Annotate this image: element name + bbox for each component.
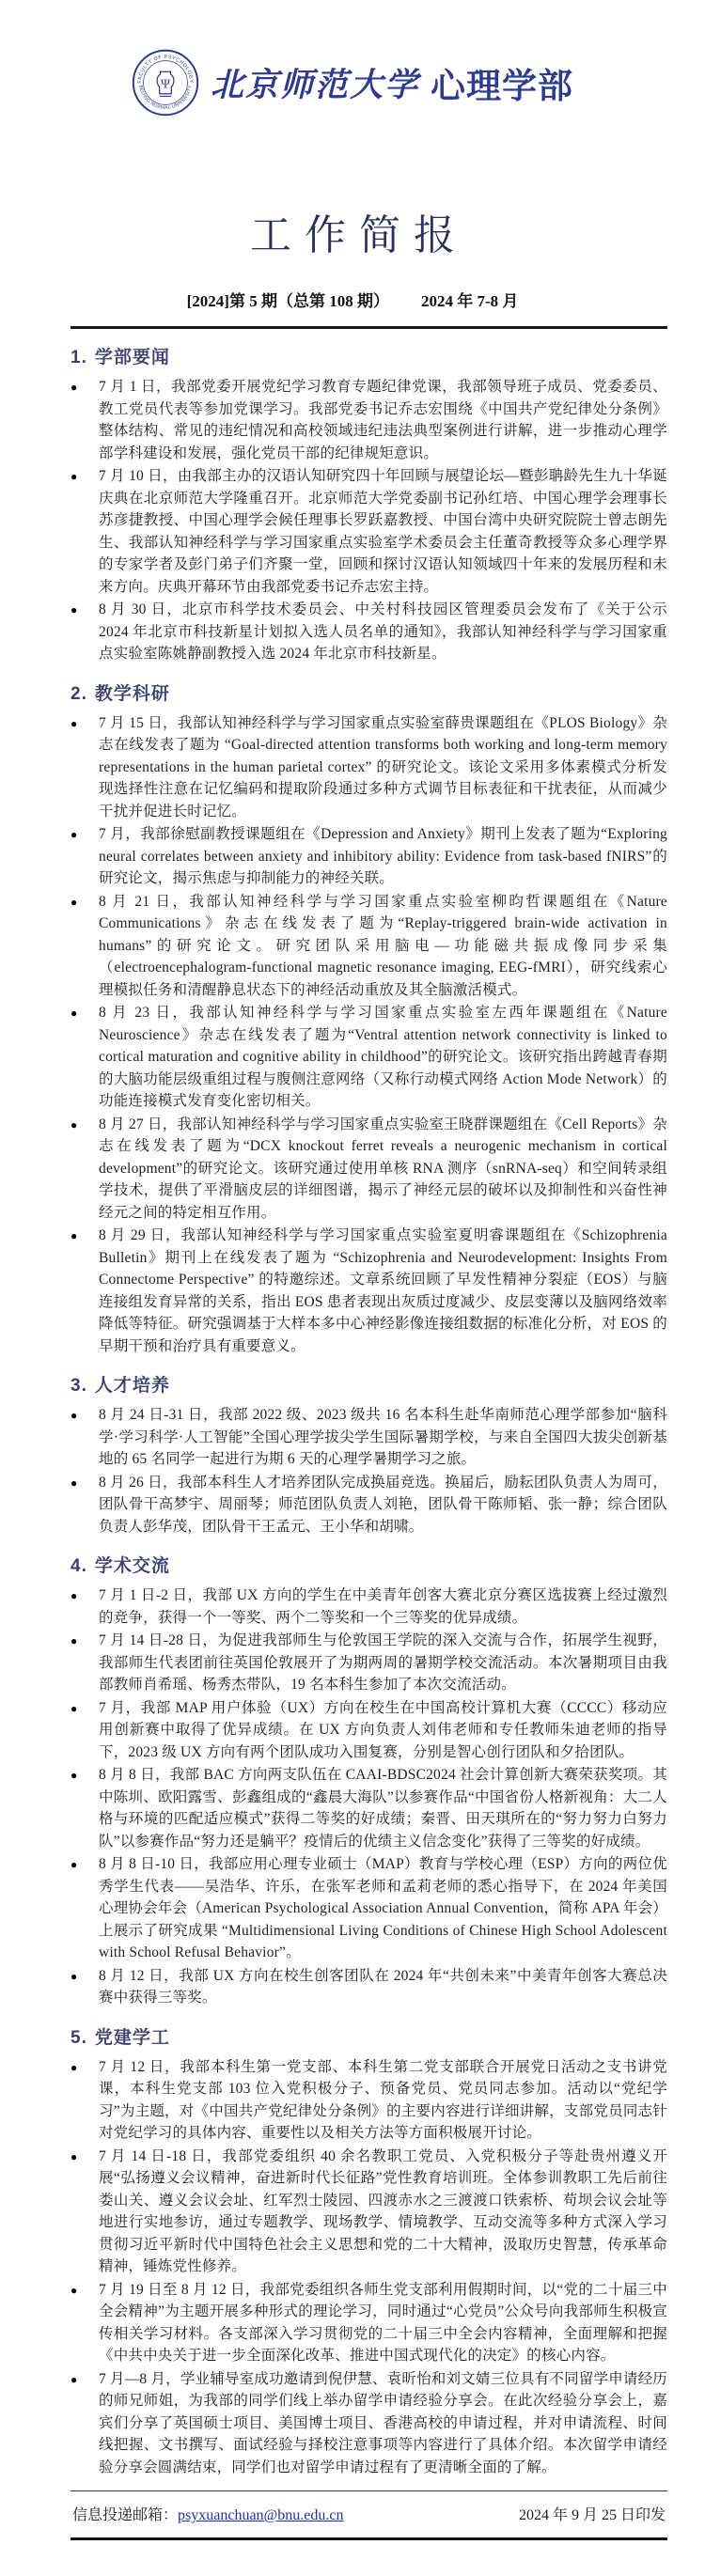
bullet-icon: ● (70, 716, 78, 730)
bullet-icon: ● (70, 603, 78, 617)
item-text: 8 月 24 日-31 日，我部 2022 级、2023 级共 16 名本科生赴华南师范心理学部参加“脑科学·学习科学·人工智能”全国心理学拔尖学生国际暑期学校，与来自全国四大拔尖创新基地的 65 名同学一起进行为期 6 天的心理学暑期学习之旅。 (99, 1407, 667, 1467)
item-text: 8 月 27 日，我部认知神经科学与学习国家重点实验室王晓群课题组在《Cell Reports》杂志在线发表了题为“DCX knockout ferret reveals a neurogenic mechanism in cortical development”的研究论文。该研究通过使用单核 RNA 测序（snRNA-seq）和空间转录组学技术，提供了平滑脑皮层的详细图谱，揭示了神经元层的破坏以及抑制性和兴奋性神经元之间的特定相互作用。 (99, 1116, 667, 1221)
print-date: 2024 年 9 月 25 日印发 (518, 2507, 666, 2523)
university-seal-icon (132, 49, 199, 117)
list-item (70, 712, 667, 823)
email-label: 信息投递邮箱： (72, 2507, 179, 2523)
faculty-name: 心理学部 (431, 67, 573, 105)
list-item (70, 1630, 667, 1696)
bullet-icon: ● (70, 2283, 78, 2297)
bullet-icon: ● (70, 1475, 78, 1490)
psi-symbol: Ψ (161, 76, 170, 91)
footer-email-block (72, 2503, 343, 2524)
issue-period: 2024 年 7-8 月 (420, 292, 519, 310)
list-item (70, 823, 667, 890)
issue-line (0, 288, 705, 311)
item-text: 8 月 30 日，北京市科学技术委员会、中关村科技园区管理委员会发布了《关于公示 2024 年北京市科技新星计划拟入选人员名单的通知》，我部认知神经科学与学习国家重点实验室陈姚静副教授入选 2024 年北京市科技新星。 (99, 601, 667, 662)
university-name: 北京师范大学 (210, 67, 419, 103)
list-item (70, 891, 667, 1002)
item-text: 8 月 8 日，我部 BAC 方向两支队伍在 CAAI-BDSC2024 社会计算创新大赛荣获奖项。其中陈圳、欧阳露雪、彭鑫组成的“鑫晨大海队”以参赛作品“中国省份人格新视角：大二人格与环境的匹配适应模式”获得二等奖的好成绩；秦晋、田天琪所在的“努力努力白努力队”以参赛作品“努力还是躺平？疫情后的优绩主义信念变化”获得了三等奖的好成绩。 (99, 1767, 667, 1850)
bullet-icon: ● (70, 1007, 78, 1020)
page-title: 工作简报 (250, 212, 468, 258)
masthead-divider (70, 326, 667, 329)
list-item (70, 376, 667, 464)
bullet-icon: ● (70, 2149, 78, 2163)
item-text: 8 月 26 日，我部本科生人才培养团队完成换届竞选。换届后，励耘团队负责人为周可，团队骨干高梦宇、周丽琴；师范团队负责人刘艳，团队骨干陈师韬、张一静；综合团队负责人彭华茂，团队骨干王孟元、王小华和胡啸。 (99, 1474, 667, 1535)
list-item (70, 2279, 667, 2367)
bullet-icon: ● (70, 1701, 78, 1715)
list-item (70, 2056, 667, 2145)
item-text: 8 月 23 日，我部认知神经科学与学习国家重点实验室左西年课题组在《Nature Neuroscience》杂志在线发表了题为“Ventral attention network connectivity is linked to cortical maturation and cognitive ability in childhood”的研究论文。该研究指出跨越青春期的大脑功能层级重组过程与腹侧注意网络（又称行动模式网络 Action Mode Network）的功能连接模式发育变化密切相关。 (99, 1005, 667, 1109)
item-text: 7 月 1 日，我部党委开展党纪学习教育专题纪律党课，我部领导班子成员、党委委员、教工党员代表等参加党课学习。我部党委书记乔志宏围绕《中国共产党纪律处分条例》整体结构、常见的违纪情况和高校领域违纪违法典型案例进行讲解，进一步推动心理学部学科建设和发展，强化党员干部的纪律规矩意识。 (99, 379, 667, 461)
list-item (70, 1965, 667, 2009)
list-item (70, 1114, 667, 1225)
bullet-icon: ● (70, 470, 78, 483)
section-heading-faculty-news: 1. 学部要闻 (70, 348, 170, 367)
item-text: 7 月 1 日-2 日，我部 UX 方向的学生在中美青年创客大赛北京分赛区选拔赛上经过激烈的竞争，获得一个一等奖、两个二等奖和一个三等奖的优异成绩。 (99, 1587, 667, 1626)
document-footer (70, 2490, 667, 2540)
bullet-icon: ● (70, 381, 78, 394)
list-item (70, 1697, 667, 1764)
item-text: 7 月 19 日至 8 月 12 日，我部党委组织各师生党支部利用假期时间，以“党的二十届三中全会精神”为主题开展多种形式的理论学习，同时通过“心党员”公众号向我部师生积极宣传相关学习材料。各支部深入学习贯彻党的二十届三中全会内容精神，全面理解和把握《中共中央关于进一步全面深化改革、推进中国式现代化的决定》的核心内容。 (99, 2281, 667, 2364)
item-text: 8 月 29 日，我部认知神经科学与学习国家重点实验室夏明睿课题组在《Schizophrenia Bulletin》期刊上在线发表了题为 “Schizophrenia and Neurodevelopment: Insights From Connectome Perspective” 的特邀综述。文章系统回顾了早发性精神分裂症（EOS）与脑连接组发育异常的关系，指出 EOS 患者表现出灰质过度减少、皮层变薄以及脑网络效率降低等特征。研究强调基于大样本多中心神经影像连接组数据的标准化分析，对 EOS 的早期干预和治疗具有重要意义。 (99, 1227, 667, 1354)
svg-text:BEIJING NORMAL UNIVERSITY: BEIJING NORMAL UNIVERSITY (137, 85, 194, 111)
section-heading-academic-exchange: 4. 学术交流 (70, 1556, 170, 1576)
list-item (70, 599, 667, 665)
bullet-icon: ● (70, 1969, 78, 1983)
bullet-icon: ● (70, 895, 78, 909)
bullet-icon: ● (70, 1769, 78, 1782)
list-item (70, 1764, 667, 1852)
bullet-icon: ● (70, 1229, 78, 1242)
bullet-icon: ● (70, 1117, 78, 1132)
bullet-icon: ● (70, 2372, 78, 2386)
list-item (70, 1225, 667, 1357)
bullet-icon: ● (70, 2060, 78, 2074)
item-text: 8 月 12 日，我部 UX 方向在校生创客团队在 2024 年“共创未来”中美青年创客大赛总决赛中获得三等奖。 (99, 1967, 667, 2006)
item-text: 7 月 12 日，我部本科生第一党支部、本科生第二党支部联合开展党日活动之支书讲党课，本科生党支部 103 位入党积极分子、预备党员、党员同志参加。活动以“党纪学习”为主题，对《中国共产党纪律处分条例》的主要内容进行详细讲解，支部党员同志针对党纪学习的具体内容、重要性以及相关方法等方面积极展开讨论。 (99, 2058, 667, 2141)
email-link[interactable]: psyxuanchuan@bnu.edu.cn (178, 2507, 344, 2523)
item-text: 7 月，我部徐慰副教授课题组在《Depression and Anxiety》期刊上发表了题为“Exploring neural correlates between anxiety and inhibitory ability: Evidence from task-based fNIRS”的研究论文，揭示焦虑与抑制能力的神经关联。 (99, 826, 667, 886)
item-text: 7 月 10 日，由我部主办的汉语认知研究四十年回顾与展望论坛—暨彭聃龄先生九十华诞庆典在北京师范大学隆重召开。北京师范大学党委副书记孙红培、中国心理学会理事长苏彦捷教授、中国心理学会候任理事长罗跃嘉教授、中国台湾中央研究院院士曾志朗先生、我部认知神经科学与学习国家重点实验室学术委员会主任董奇教授等众多心理学界的专家学者及彭门弟子们齐聚一堂，回顾和探讨汉语认知领域四十年来的发展历程和未来方向。庆典开幕环节由我部党委书记乔志宏主持。 (99, 468, 667, 595)
item-text: 7 月，我部 MAP 用户体验（UX）方向在校生在中国高校计算机大赛（CCCC）移动应用创新赛中取得了优异成绩。在 UX 方向负责人刘伟老师和专任教师朱迪老师的指导下，2023 级 UX 方向有两个团队成功入围复赛，分别是智心创行团队和夕拾团队。 (99, 1699, 667, 1760)
section-heading-talent-cultivation: 3. 人才培养 (70, 1376, 170, 1396)
bullet-icon: ● (70, 1858, 78, 1871)
list-item (70, 1404, 667, 1471)
bullet-icon: ● (70, 1409, 78, 1422)
section-heading-party-building: 5. 党建学工 (70, 2027, 170, 2048)
issue-number: [2024]第 5 期（总第 108 期） (186, 292, 389, 310)
item-text: 8 月 21 日，我部认知神经科学与学习国家重点实验室柳昀哲课题组在《Nature Communications》杂志在线发表了题为“Replay-triggered brain-wide activation in humans”的研究论文。研究团队采用脑电—功能磁共振成像同步采集（electroencephalogram-functional magnetic resonance imaging, EEG-fMRI），研究线索心理模拟任务和清醒静息状态下的神经活动重放及其全脑激活模式。 (99, 893, 667, 998)
list-item (70, 1472, 667, 1538)
list-item (70, 1002, 667, 1113)
item-text: 8 月 8 日-10 日，我部应用心理专业硕士（MAP）教育与学校心理（ESP）方向的两位优秀学生代表——吴浩华、许乐，在张军老师和孟莉老师的悉心指导下，在 2024 年美国心理协会年会（American Psychological Association Annual Convention，简称 APA 年会）上展示了研究成果 “Multidimensional Living Conditions of Chinese High School Adolescent with School Refusal Behavior”。 (99, 1856, 667, 1960)
bullet-icon: ● (70, 828, 78, 841)
bullet-icon: ● (70, 1589, 78, 1602)
bullet-icon: ● (70, 1634, 78, 1647)
svg-text:FACULTY OF PSYCHOLOGY: FACULTY OF PSYCHOLOGY (136, 54, 195, 84)
list-item (70, 1853, 667, 1964)
section-heading-teaching-research: 2. 教学科研 (70, 683, 170, 704)
item-text: 7 月 14 日-28 日，为促进我部师生与伦敦国王学院的深入交流与合作，拓展学生视野，我部师生代表团前往英国伦敦展开了为期两周的暑期学校交流活动。本次暑期项目由我部教师肖希瑶、杨秀杰带队，19 名本科生参加了本次交流活动。 (99, 1632, 667, 1693)
item-text: 7 月—8 月，学业辅导室成功邀请到倪伊慧、袁昕怡和刘文婧三位具有不同留学申请经历的师兄师姐，为我部的同学们线上举办留学申请经验分享会。在此次经验分享会上，嘉宾们分享了英国硕士项目、美国博士项目、香港高校的申请过程，并对申请流程、时间线把握、文书撰写、面试经验与择校注意事项等内容进行了具体介绍。本次留学申请经验分享会圆满结束，同学们也对留学申请过程有了更清晰全面的了解。 (99, 2370, 667, 2475)
masthead-header (0, 0, 705, 117)
document-body (70, 343, 667, 2478)
item-text: 7 月 15 日，我部认知神经科学与学习国家重点实验室薛贵课题组在《PLOS Biology》杂志在线发表了题为 “Goal-directed attention transforms both working and long-term memory representations in the human parietal cortex” 的研究论文。该论文采用多体素模式分析发现选择性注意在记忆编码和提取阶段通过多种方式调节目标表征和干扰表征，从而减少干扰并促进长时记忆。 (99, 714, 667, 820)
list-item (70, 465, 667, 598)
list-item (70, 2368, 667, 2479)
item-text: 7 月 14 日-18 日，我部党委组织 40 余名教职工党员、入党积极分子等赴贵州遵义开展“弘扬遵义会议精神，奋进新时代长征路”党性教育培训班。全体参训教职工先后前往娄山关、遵义会议会址、红军烈士陵园、四渡赤水之三渡渡口铁索桥、苟坝会议会址等地进行实地参访，通过专题教学、现场教学、情境教学、互动交流等多种方式深入学习贯彻习近平新时代中国特色社会主义思想和党的二十大精神，汲取历史智慧，传承革命精神，锤炼党性修养。 (99, 2147, 667, 2274)
list-item (70, 1585, 667, 1629)
list-item (70, 2146, 667, 2278)
